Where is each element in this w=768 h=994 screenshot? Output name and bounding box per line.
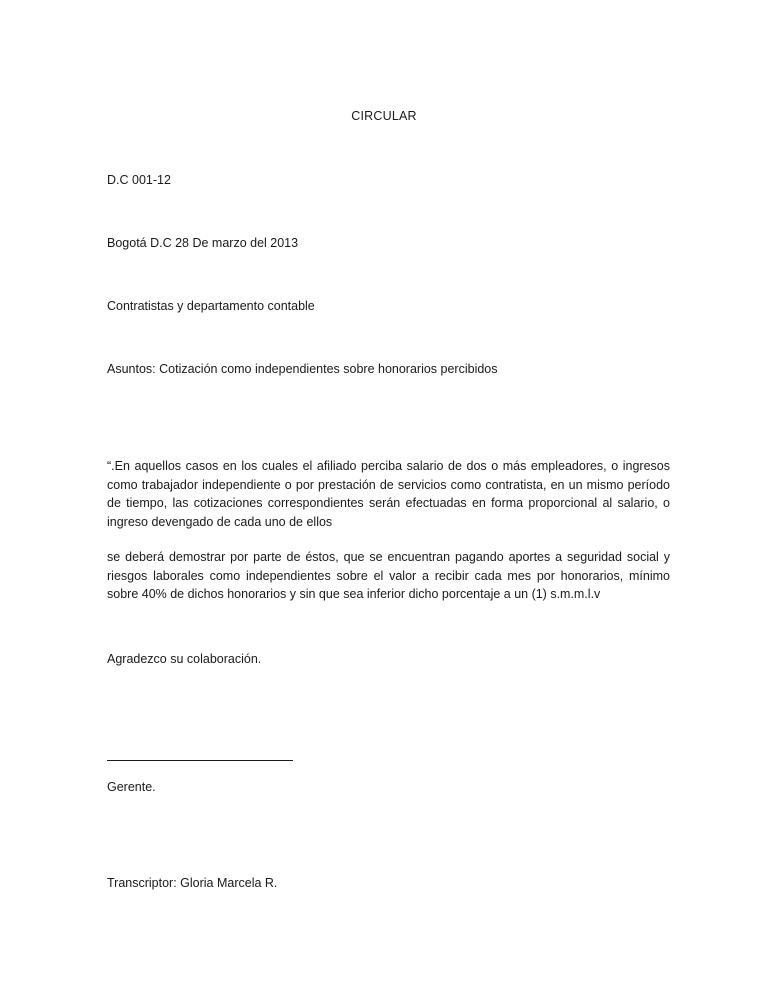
signature-line bbox=[107, 760, 293, 761]
body-paragraph-1: “.En aquellos casos en los cuales el afiliado perciba salario de dos o más empleadores, o ingresos como trabajador independiente o por prestación de servicios como contratista, en un mismo período de tiempo, las cotizaciones correspondientes serán efectuadas en forma proporcional al salario, o ingreso devengado de cada uno de ellos bbox=[107, 459, 670, 529]
document-title: CIRCULAR bbox=[351, 109, 417, 123]
date-line: Bogotá D.C 28 De marzo del 2013 bbox=[107, 236, 299, 250]
reference-number: D.C 001-12 bbox=[107, 173, 171, 187]
body-paragraph-2: se deberá demostrar por parte de éstos, que se encuentran pagando aportes a seguridad social y riesgos laborales como independientes sobre el valor a recibir cada mes por honorarios, mínimo sobre 40% de dichos honorarios y sin que sea inferior dicho porcentaje a un (1) s.m.m.l.v bbox=[107, 550, 670, 601]
recipients-line: Contratistas y departamento contable bbox=[107, 299, 315, 313]
closing-line: Agradezco su colaboración. bbox=[107, 652, 262, 666]
transcriber-line: Transcriptor: Gloria Marcela R. bbox=[107, 876, 278, 890]
subject-line: Asuntos: Cotización como independientes sobre honorarios percibidos bbox=[107, 362, 498, 376]
signature-role: Gerente. bbox=[107, 780, 156, 794]
